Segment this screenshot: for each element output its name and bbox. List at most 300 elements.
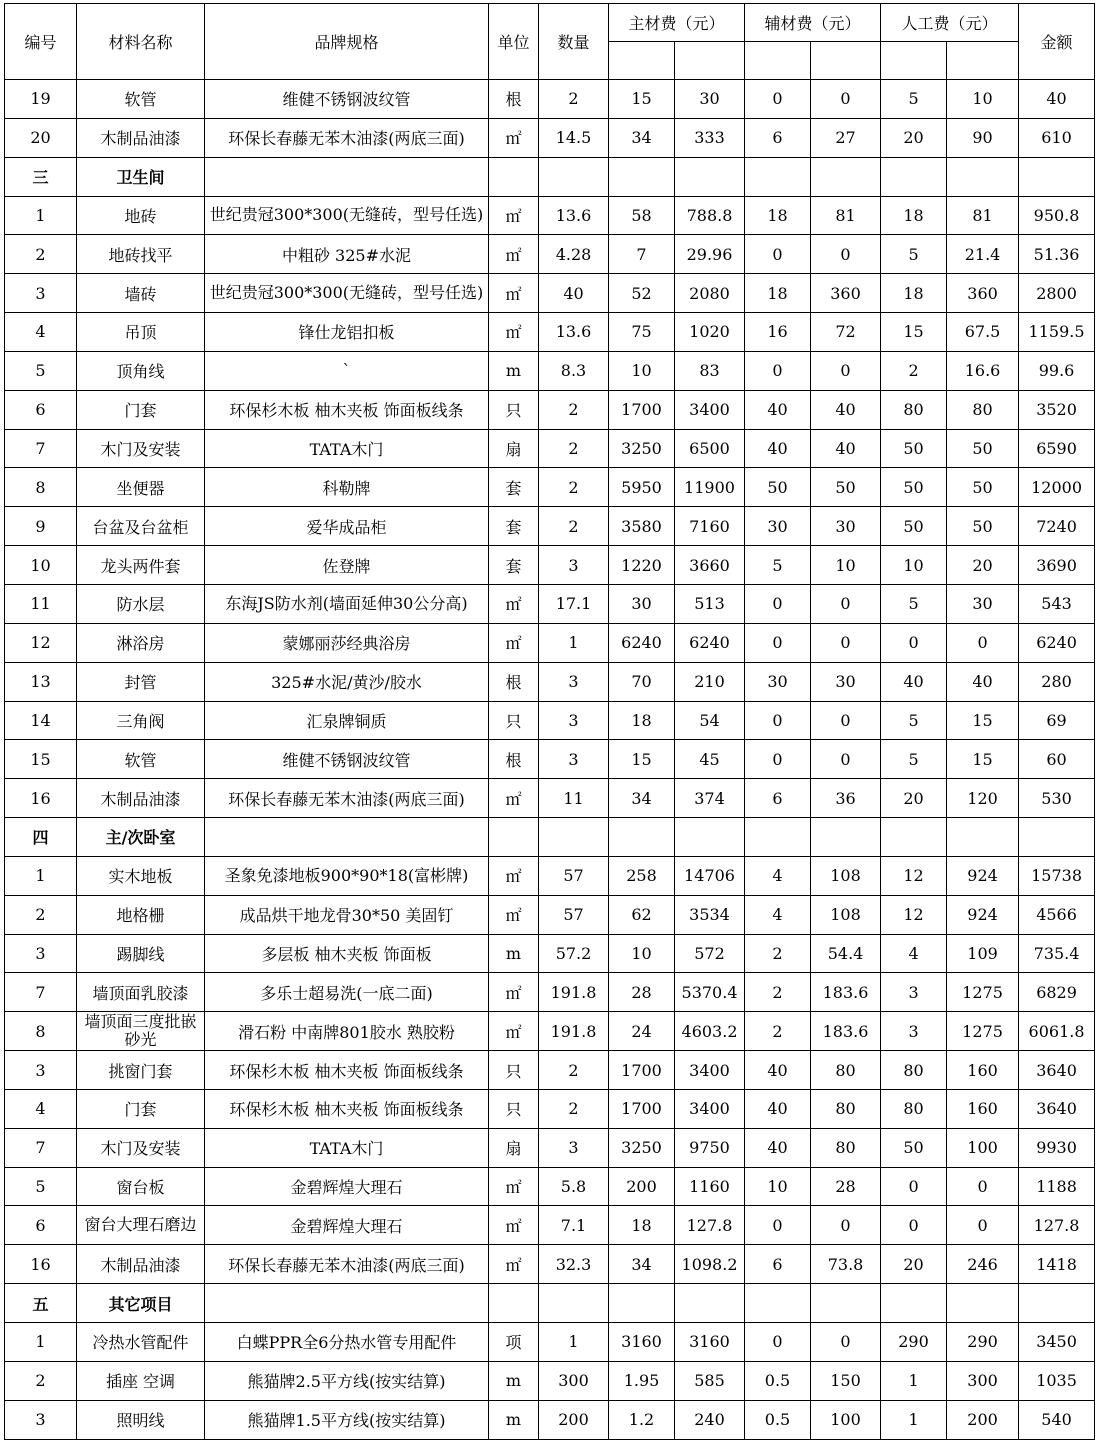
cell-no: 7 — [5, 973, 77, 1012]
cell-unit: 套 — [489, 468, 539, 507]
cell-aux-total: 28 — [811, 1167, 881, 1206]
cell-labor-unit-price: 18 — [881, 196, 947, 235]
cell-amount: 1188 — [1019, 1167, 1095, 1206]
cell-main-total: 210 — [675, 662, 745, 701]
cell-main-unit-price: 1.95 — [609, 1361, 675, 1400]
table-body — [5, 80, 1095, 1440]
cell-main-unit-price: 7 — [609, 235, 675, 274]
cell-no: 13 — [5, 662, 77, 701]
cell-main-unit-price: 15 — [609, 740, 675, 779]
cell-main-total: 240 — [675, 1400, 745, 1439]
empty-cell — [947, 157, 1019, 196]
cell-amount: 610 — [1019, 118, 1095, 157]
cell-brand-spec: 多乐士超易洗(一底二面) — [205, 973, 489, 1012]
cell-no: 2 — [5, 235, 77, 274]
cell-labor-unit-price: 10 — [881, 546, 947, 585]
cell-amount: 3640 — [1019, 1089, 1095, 1128]
cell-labor-total: 924 — [947, 895, 1019, 934]
empty-cell — [745, 157, 811, 196]
header-labor-total — [947, 42, 1019, 80]
cell-main-unit-price: 34 — [609, 118, 675, 157]
empty-cell — [811, 1284, 881, 1323]
cell-no: 20 — [5, 118, 77, 157]
cell-aux-total: 54.4 — [811, 934, 881, 973]
cell-quantity: 4.28 — [539, 235, 609, 274]
cell-amount: 3690 — [1019, 546, 1095, 585]
cell-quantity: 32.3 — [539, 1245, 609, 1284]
table-row — [5, 507, 1095, 546]
cell-main-unit-price: 1700 — [609, 1051, 675, 1090]
cell-main-total: 4603.2 — [675, 1012, 745, 1051]
cell-aux-total: 0 — [811, 351, 881, 390]
cell-amount: 69 — [1019, 701, 1095, 740]
cell-material-name: 木制品油漆 — [77, 779, 205, 818]
cell-aux-total: 30 — [811, 507, 881, 546]
empty-cell — [745, 818, 811, 857]
cell-labor-total: 0 — [947, 1206, 1019, 1245]
table-row — [5, 623, 1095, 662]
cell-no: 3 — [5, 1400, 77, 1439]
cell-aux-total: 72 — [811, 313, 881, 352]
header-labor-unit-price — [881, 42, 947, 80]
empty-cell — [539, 818, 609, 857]
cell-main-total: 6240 — [675, 623, 745, 662]
cell-brand-spec: 滑石粉 中南牌801胶水 熟胶粉 — [205, 1012, 489, 1051]
cell-amount: 3640 — [1019, 1051, 1095, 1090]
cell-no: 9 — [5, 507, 77, 546]
section-number: 五 — [5, 1284, 77, 1323]
cell-no: 1 — [5, 1323, 77, 1362]
header-aux-unit-price — [745, 42, 811, 80]
cell-labor-total: 15 — [947, 740, 1019, 779]
cell-amount: 40 — [1019, 80, 1095, 119]
section-row — [5, 818, 1095, 857]
cell-main-unit-price: 1700 — [609, 390, 675, 429]
cell-quantity: 2 — [539, 468, 609, 507]
cell-aux-total: 360 — [811, 274, 881, 313]
header-quantity: 数量 — [539, 4, 609, 80]
cell-labor-total: 50 — [947, 507, 1019, 546]
cell-quantity: 3 — [539, 662, 609, 701]
cell-amount: 6061.8 — [1019, 1012, 1095, 1051]
cell-amount: 540 — [1019, 1400, 1095, 1439]
cell-labor-unit-price: 50 — [881, 429, 947, 468]
cell-brand-spec: 蒙娜丽莎经典浴房 — [205, 623, 489, 662]
empty-cell — [489, 1284, 539, 1323]
cell-aux-total: 36 — [811, 779, 881, 818]
cell-amount: 127.8 — [1019, 1206, 1095, 1245]
cell-quantity: 3 — [539, 546, 609, 585]
cell-unit: m — [489, 351, 539, 390]
cell-main-total: 11900 — [675, 468, 745, 507]
cell-brand-spec: 中粗砂 325#水泥 — [205, 235, 489, 274]
cell-labor-total: 16.6 — [947, 351, 1019, 390]
cell-main-unit-price: 75 — [609, 313, 675, 352]
cell-aux-unit-price: 40 — [745, 390, 811, 429]
cell-aux-unit-price: 6 — [745, 779, 811, 818]
cell-no: 4 — [5, 313, 77, 352]
cell-quantity: 57.2 — [539, 934, 609, 973]
cell-aux-unit-price: 16 — [745, 313, 811, 352]
cell-labor-unit-price: 15 — [881, 313, 947, 352]
cell-labor-unit-price: 0 — [881, 623, 947, 662]
cell-brand-spec: 多层板 柚木夹板 饰面板 — [205, 934, 489, 973]
cell-brand-spec: 圣象免漆地板900*90*18(富彬牌) — [205, 856, 489, 895]
cell-main-total: 3400 — [675, 1089, 745, 1128]
cell-aux-unit-price: 0 — [745, 623, 811, 662]
table-row — [5, 118, 1095, 157]
header-main-total — [675, 42, 745, 80]
header-brand-spec: 品牌规格 — [205, 4, 489, 80]
cell-labor-unit-price: 20 — [881, 1245, 947, 1284]
empty-cell — [609, 1284, 675, 1323]
cell-quantity: 3 — [539, 1128, 609, 1167]
cell-aux-total: 80 — [811, 1051, 881, 1090]
section-row — [5, 1284, 1095, 1323]
cell-aux-total: 0 — [811, 235, 881, 274]
table-header — [5, 4, 1095, 80]
cell-brand-spec: 环保长春藤无苯木油漆(两底三面) — [205, 1245, 489, 1284]
cell-main-total: 374 — [675, 779, 745, 818]
cell-brand-spec: 佐登牌 — [205, 546, 489, 585]
cell-aux-unit-price: 0 — [745, 701, 811, 740]
cell-main-total: 6500 — [675, 429, 745, 468]
cell-brand-spec: 环保杉木板 柚木夹板 饰面板线条 — [205, 1089, 489, 1128]
empty-cell — [539, 157, 609, 196]
cell-main-total: 7160 — [675, 507, 745, 546]
cell-unit: ㎡ — [489, 196, 539, 235]
cell-labor-unit-price: 50 — [881, 507, 947, 546]
cell-amount: 15738 — [1019, 856, 1095, 895]
cell-aux-total: 108 — [811, 895, 881, 934]
cell-brand-spec: ` — [205, 351, 489, 390]
cell-quantity: 191.8 — [539, 1012, 609, 1051]
cell-aux-unit-price: 50 — [745, 468, 811, 507]
empty-cell — [205, 1284, 489, 1323]
cell-main-total: 572 — [675, 934, 745, 973]
cell-no: 3 — [5, 274, 77, 313]
cell-brand-spec: 白蝶PPR全6分热水管专用配件 — [205, 1323, 489, 1362]
cell-quantity: 2 — [539, 1089, 609, 1128]
header-main-material-fee: 主材费（元） — [609, 4, 745, 42]
table-row — [5, 1361, 1095, 1400]
cell-aux-total: 183.6 — [811, 973, 881, 1012]
cell-no: 16 — [5, 779, 77, 818]
cell-no: 2 — [5, 1361, 77, 1400]
cell-aux-unit-price: 30 — [745, 662, 811, 701]
empty-cell — [609, 818, 675, 857]
header-aux-material-fee: 辅材费（元） — [745, 4, 881, 42]
cell-brand-spec: 熊猫牌1.5平方线(按实结算) — [205, 1400, 489, 1439]
cell-brand-spec: 维健不锈钢波纹管 — [205, 740, 489, 779]
cell-unit: ㎡ — [489, 1167, 539, 1206]
cell-no: 3 — [5, 934, 77, 973]
cell-quantity: 1 — [539, 623, 609, 662]
table-row — [5, 546, 1095, 585]
cell-labor-total: 1275 — [947, 1012, 1019, 1051]
empty-cell — [1019, 818, 1095, 857]
cell-labor-unit-price: 18 — [881, 274, 947, 313]
cell-main-unit-price: 34 — [609, 779, 675, 818]
cell-quantity: 2 — [539, 80, 609, 119]
table-row — [5, 1128, 1095, 1167]
empty-cell — [881, 818, 947, 857]
cell-quantity: 40 — [539, 274, 609, 313]
cell-labor-unit-price: 0 — [881, 1206, 947, 1245]
cell-labor-unit-price: 5 — [881, 80, 947, 119]
cell-brand-spec: TATA木门 — [205, 429, 489, 468]
cell-labor-unit-price: 2 — [881, 351, 947, 390]
cell-aux-unit-price: 0 — [745, 235, 811, 274]
empty-cell — [675, 1284, 745, 1323]
cell-main-unit-price: 15 — [609, 80, 675, 119]
cell-labor-total: 109 — [947, 934, 1019, 973]
cell-amount: 543 — [1019, 584, 1095, 623]
cell-aux-unit-price: 0 — [745, 1323, 811, 1362]
cell-unit: 只 — [489, 701, 539, 740]
cell-main-total: 1020 — [675, 313, 745, 352]
table-row — [5, 740, 1095, 779]
cell-main-unit-price: 200 — [609, 1167, 675, 1206]
cell-material-name: 顶角线 — [77, 351, 205, 390]
cell-material-name: 实木地板 — [77, 856, 205, 895]
cell-labor-total: 67.5 — [947, 313, 1019, 352]
cell-aux-unit-price: 2 — [745, 1012, 811, 1051]
cell-aux-unit-price: 30 — [745, 507, 811, 546]
cell-main-total: 127.8 — [675, 1206, 745, 1245]
cell-brand-spec: 成品烘干地龙骨30*50 美固钉 — [205, 895, 489, 934]
cell-labor-total: 160 — [947, 1051, 1019, 1090]
cell-labor-unit-price: 50 — [881, 1128, 947, 1167]
cell-unit: ㎡ — [489, 623, 539, 662]
table-row — [5, 1400, 1095, 1439]
cell-main-total: 30 — [675, 80, 745, 119]
cell-main-unit-price: 3580 — [609, 507, 675, 546]
cell-aux-total: 0 — [811, 623, 881, 662]
cell-labor-total: 0 — [947, 623, 1019, 662]
cell-main-unit-price: 70 — [609, 662, 675, 701]
section-row — [5, 157, 1095, 196]
cell-brand-spec: 熊猫牌2.5平方线(按实结算) — [205, 1361, 489, 1400]
empty-cell — [539, 1284, 609, 1323]
cell-brand-spec: 环保杉木板 柚木夹板 饰面板线条 — [205, 1051, 489, 1090]
cell-no: 1 — [5, 196, 77, 235]
cell-aux-total: 27 — [811, 118, 881, 157]
cell-aux-unit-price: 2 — [745, 934, 811, 973]
cell-main-total: 3400 — [675, 1051, 745, 1090]
cell-labor-unit-price: 5 — [881, 701, 947, 740]
cell-amount: 1418 — [1019, 1245, 1095, 1284]
cell-material-name: 墙顶面三度批嵌 砂光 — [77, 1012, 205, 1051]
cell-labor-total: 30 — [947, 584, 1019, 623]
cell-main-unit-price: 1.2 — [609, 1400, 675, 1439]
cell-aux-total: 73.8 — [811, 1245, 881, 1284]
empty-cell — [881, 1284, 947, 1323]
cell-aux-unit-price: 6 — [745, 118, 811, 157]
cell-aux-total: 80 — [811, 1089, 881, 1128]
cell-aux-total: 0 — [811, 584, 881, 623]
cell-quantity: 2 — [539, 390, 609, 429]
header-amount: 金额 — [1019, 4, 1095, 80]
cell-labor-total: 81 — [947, 196, 1019, 235]
cell-unit: ㎡ — [489, 274, 539, 313]
cell-aux-unit-price: 0 — [745, 1206, 811, 1245]
cell-labor-unit-price: 5 — [881, 584, 947, 623]
cell-no: 3 — [5, 1051, 77, 1090]
cell-main-total: 14706 — [675, 856, 745, 895]
cell-brand-spec: 爱华成品柜 — [205, 507, 489, 546]
cell-amount: 9930 — [1019, 1128, 1095, 1167]
cell-main-total: 3534 — [675, 895, 745, 934]
cell-unit: 项 — [489, 1323, 539, 1362]
section-title: 其它项目 — [77, 1284, 205, 1323]
cell-labor-unit-price: 290 — [881, 1323, 947, 1362]
cell-main-unit-price: 5950 — [609, 468, 675, 507]
cell-labor-unit-price: 1 — [881, 1400, 947, 1439]
cell-quantity: 7.1 — [539, 1206, 609, 1245]
cell-main-unit-price: 30 — [609, 584, 675, 623]
cell-amount: 3520 — [1019, 390, 1095, 429]
cell-material-name: 龙头两件套 — [77, 546, 205, 585]
cell-main-unit-price: 58 — [609, 196, 675, 235]
section-number: 三 — [5, 157, 77, 196]
cell-material-name: 挑窗门套 — [77, 1051, 205, 1090]
cell-aux-total: 183.6 — [811, 1012, 881, 1051]
cell-main-unit-price: 24 — [609, 1012, 675, 1051]
cell-unit: ㎡ — [489, 584, 539, 623]
cell-quantity: 2 — [539, 507, 609, 546]
empty-cell — [811, 818, 881, 857]
table-row — [5, 390, 1095, 429]
cell-labor-unit-price: 3 — [881, 973, 947, 1012]
cell-no: 8 — [5, 468, 77, 507]
cell-material-name: 木门及安装 — [77, 429, 205, 468]
header-aux-total — [811, 42, 881, 80]
cell-quantity: 13.6 — [539, 313, 609, 352]
cell-no: 14 — [5, 701, 77, 740]
cell-material-name: 防水层 — [77, 584, 205, 623]
cell-labor-total: 100 — [947, 1128, 1019, 1167]
cell-main-total: 1160 — [675, 1167, 745, 1206]
cell-amount: 6590 — [1019, 429, 1095, 468]
empty-cell — [609, 157, 675, 196]
cell-aux-unit-price: 4 — [745, 856, 811, 895]
table-row — [5, 662, 1095, 701]
cell-aux-total: 40 — [811, 429, 881, 468]
cell-labor-total: 40 — [947, 662, 1019, 701]
empty-cell — [205, 157, 489, 196]
cell-brand-spec: 金碧辉煌大理石 — [205, 1167, 489, 1206]
cell-unit: ㎡ — [489, 779, 539, 818]
cell-aux-unit-price: 40 — [745, 1089, 811, 1128]
cell-material-name: 封管 — [77, 662, 205, 701]
cell-material-name: 窗台大理石磨边 — [77, 1206, 205, 1245]
cell-aux-unit-price: 18 — [745, 274, 811, 313]
cell-material-name: 软管 — [77, 80, 205, 119]
cell-unit: 根 — [489, 80, 539, 119]
cell-main-unit-price: 10 — [609, 351, 675, 390]
table-row — [5, 1089, 1095, 1128]
table-row — [5, 856, 1095, 895]
cell-unit: 只 — [489, 1089, 539, 1128]
cell-material-name: 台盆及台盆柜 — [77, 507, 205, 546]
section-title: 卫生间 — [77, 157, 205, 196]
cell-labor-unit-price: 20 — [881, 118, 947, 157]
cell-amount: 1159.5 — [1019, 313, 1095, 352]
cell-labor-unit-price: 20 — [881, 779, 947, 818]
cell-amount: 99.6 — [1019, 351, 1095, 390]
cell-aux-total: 40 — [811, 390, 881, 429]
cell-no: 5 — [5, 1167, 77, 1206]
section-title: 主/次卧室 — [77, 818, 205, 857]
cell-labor-total: 924 — [947, 856, 1019, 895]
header-labor-fee: 人工费（元） — [881, 4, 1019, 42]
cell-aux-unit-price: 18 — [745, 196, 811, 235]
empty-cell — [947, 1284, 1019, 1323]
header-material-name: 材料名称 — [77, 4, 205, 80]
cell-material-name: 地格栅 — [77, 895, 205, 934]
cell-brand-spec: 世纪贵冠300*300(无缝砖，型号任选) — [205, 274, 489, 313]
empty-cell — [811, 157, 881, 196]
cell-unit: ㎡ — [489, 118, 539, 157]
cell-quantity: 17.1 — [539, 584, 609, 623]
cell-unit: m — [489, 934, 539, 973]
cell-main-unit-price: 258 — [609, 856, 675, 895]
cell-brand-spec: 世纪贵冠300*300(无缝砖，型号任选) — [205, 196, 489, 235]
cell-main-unit-price: 3160 — [609, 1323, 675, 1362]
table-row — [5, 779, 1095, 818]
cell-unit: 只 — [489, 1051, 539, 1090]
cell-brand-spec: 汇泉牌铜质 — [205, 701, 489, 740]
cell-brand-spec: 325#水泥/黄沙/胶水 — [205, 662, 489, 701]
cell-aux-unit-price: 40 — [745, 1051, 811, 1090]
cell-quantity: 3 — [539, 740, 609, 779]
cell-no: 5 — [5, 351, 77, 390]
cell-aux-total: 30 — [811, 662, 881, 701]
quote-table — [4, 3, 1095, 1440]
cell-no: 8 — [5, 1012, 77, 1051]
cell-labor-unit-price: 1 — [881, 1361, 947, 1400]
cell-brand-spec: TATA木门 — [205, 1128, 489, 1167]
cell-amount: 1035 — [1019, 1361, 1095, 1400]
cell-brand-spec: 金碧辉煌大理石 — [205, 1206, 489, 1245]
cell-no: 2 — [5, 895, 77, 934]
cell-no: 4 — [5, 1089, 77, 1128]
table-row — [5, 1245, 1095, 1284]
cell-labor-unit-price: 4 — [881, 934, 947, 973]
cell-material-name: 软管 — [77, 740, 205, 779]
cell-main-unit-price: 52 — [609, 274, 675, 313]
cell-main-total: 5370.4 — [675, 973, 745, 1012]
cell-labor-total: 200 — [947, 1400, 1019, 1439]
empty-cell — [489, 818, 539, 857]
cell-amount: 2800 — [1019, 274, 1095, 313]
cell-quantity: 11 — [539, 779, 609, 818]
cell-unit: ㎡ — [489, 895, 539, 934]
cell-labor-total: 90 — [947, 118, 1019, 157]
cell-main-total: 83 — [675, 351, 745, 390]
cell-brand-spec: 锋仕龙铝扣板 — [205, 313, 489, 352]
empty-cell — [1019, 157, 1095, 196]
cell-labor-total: 20 — [947, 546, 1019, 585]
cell-amount: 7240 — [1019, 507, 1095, 546]
cell-main-total: 9750 — [675, 1128, 745, 1167]
cell-main-unit-price: 34 — [609, 1245, 675, 1284]
empty-cell — [1019, 1284, 1095, 1323]
cell-amount: 950.8 — [1019, 196, 1095, 235]
cell-labor-unit-price: 80 — [881, 390, 947, 429]
cell-unit: 套 — [489, 546, 539, 585]
